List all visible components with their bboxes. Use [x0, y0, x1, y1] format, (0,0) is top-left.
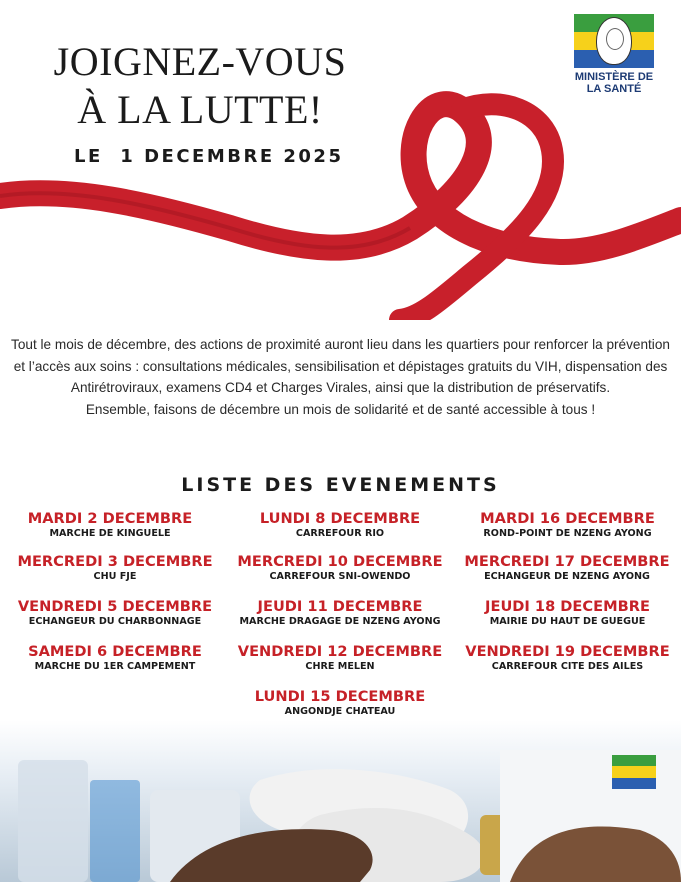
ministry-name-line-1: MINISTÈRE DE: [574, 71, 654, 83]
event-day: MARDI 2 DECEMBRE: [27, 510, 193, 527]
event-item: [10, 598, 220, 628]
event-day: LUNDI 8 DECEMBRE: [259, 510, 421, 527]
republic-seal-icon: [596, 17, 632, 65]
event-item: [10, 553, 220, 583]
event-item: [10, 510, 210, 540]
event-day: JEUDI 11 DECEMBRE: [257, 598, 423, 615]
event-item: [460, 598, 675, 628]
event-place: MARCHE DRAGAGE DE NZENG AYONG: [239, 616, 441, 627]
title-line-1: JOIGNEZ-VOUS: [53, 39, 347, 84]
events-list-title: LISTE DES EVENEMENTS: [181, 474, 500, 496]
event-day: VENDREDI 19 DECEMBRE: [465, 643, 670, 660]
testing-photo: [0, 720, 681, 882]
event-day: VENDREDI 12 DECEMBRE: [237, 643, 443, 660]
intro-closing: Ensemble, faisons de décembre un mois de solidarité et de santé accessible à tous !: [85, 401, 596, 417]
event-day: MERCREDI 3 DECEMBRE: [17, 553, 213, 570]
page-title: [30, 38, 370, 134]
event-item: [230, 688, 450, 718]
event-item: [230, 553, 450, 583]
event-item: [230, 510, 450, 540]
event-day: MERCREDI 10 DECEMBRE: [237, 553, 443, 570]
event-item: [10, 643, 220, 673]
event-day: JEUDI 18 DECEMBRE: [485, 598, 650, 615]
event-place: CARREFOUR CITE DES AILES: [491, 661, 644, 672]
event-place: CARREFOUR RIO: [295, 528, 385, 539]
event-date: LE 1 DECEMBRE 2025: [74, 146, 344, 167]
event-place: ECHANGEUR DU CHARBONNAGE: [28, 616, 202, 627]
event-place: ROND-POINT DE NZENG AYONG: [483, 528, 652, 539]
event-day: MERCREDI 17 DECEMBRE: [464, 553, 670, 570]
event-place: ECHANGEUR DE NZENG AYONG: [484, 571, 650, 582]
event-place: CARREFOUR SNI-OWENDO: [269, 571, 411, 582]
event-day: MARDI 16 DECEMBRE: [480, 510, 655, 527]
event-item: [225, 598, 455, 628]
intro-text: [10, 334, 671, 420]
intro-paragraph: Tout le mois de décembre, des actions de proximité auront lieu dans les quartiers pour renforcer la prévention et l’accès aux soins : consultations médicales, sensibilisation et dépistages gratuits du VIH, dispensation des Antirétroviraux, examens CD4 et Charges Virales, ainsi que la distribution de préservatifs.: [11, 337, 670, 396]
event-place: MARCHE DE KINGUELE: [49, 528, 171, 539]
title-line-2: À LA LUTTE!: [77, 87, 323, 132]
ministry-name: [570, 71, 658, 95]
testing-photo-illustration: [0, 720, 681, 882]
ministry-logo: [570, 14, 658, 95]
event-item: [230, 643, 450, 673]
ministry-name-line-2: LA SANTÉ: [586, 83, 642, 95]
event-item: [460, 510, 675, 540]
event-place: MARCHE DU 1ER CAMPEMENT: [34, 661, 196, 672]
event-place: CHRE MELEN: [305, 661, 375, 672]
event-place: MAIRIE DU HAUT DE GUEGUE: [489, 616, 646, 627]
event-day: SAMEDI 6 DECEMBRE: [28, 643, 202, 660]
event-item: [460, 643, 675, 673]
event-day: VENDREDI 5 DECEMBRE: [17, 598, 213, 615]
event-day: LUNDI 15 DECEMBRE: [254, 688, 426, 705]
event-place: ANGONDJE CHATEAU: [284, 706, 396, 717]
gabon-flag-icon: [574, 14, 654, 68]
event-item: [458, 553, 676, 583]
event-place: CHU FJE: [93, 571, 137, 582]
